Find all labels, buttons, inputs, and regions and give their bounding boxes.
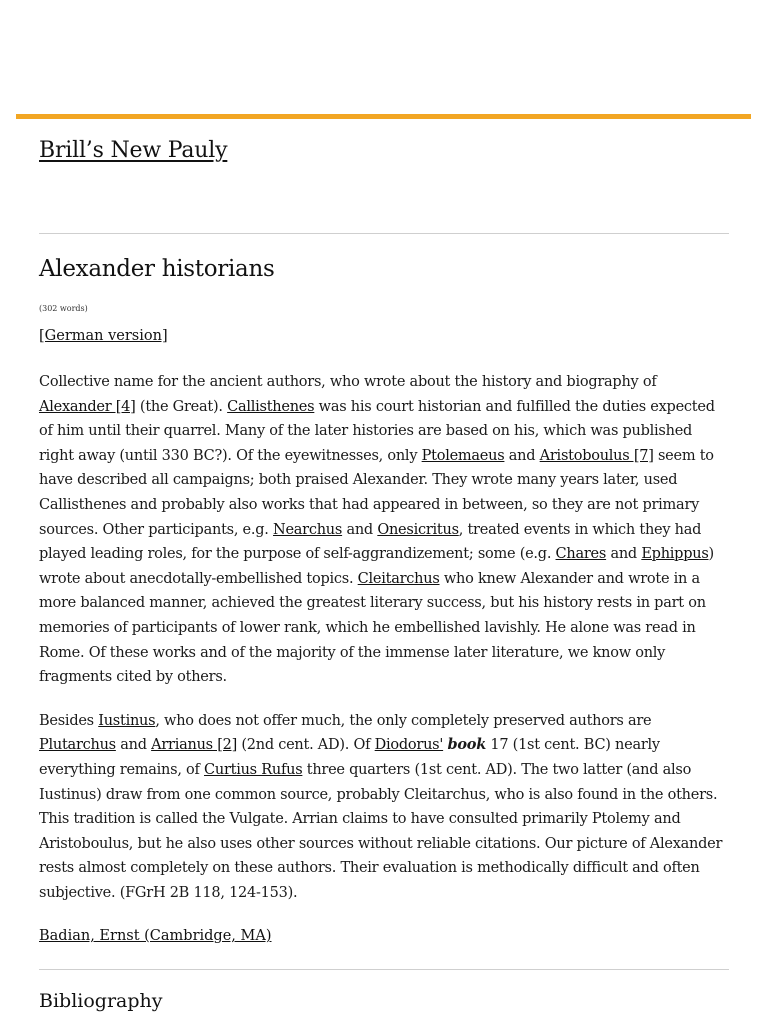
article-body xyxy=(39,370,729,924)
bibliography-heading: Bibliography xyxy=(39,990,163,1012)
author-link[interactable]: Badian, Ernst (Cambridge, MA) xyxy=(39,928,272,944)
text: , who does not offer much, the only completely preserved authors are xyxy=(155,712,652,729)
article-title: Alexander historians xyxy=(39,256,275,282)
text: Collective name for the ancient authors, who wrote about the history and biography of xyxy=(39,374,657,390)
text: three quarters (1st cent. AD). The two latter (and also Iustinus) draw from one common source, probably Cleitarchus, who is also found in the others. This tradition is called the Vulgate. Arrian claims to have consulted primarily Ptolemy and Aristoboulus, but he also uses other sources without reliable citations. Our picture of Alexander rests almost completely on these authors. Their evaluation is methodically difficult and often subjective. (FGrH 2B 118, 124-153). xyxy=(39,761,723,901)
link-arrianus[interactable]: Arrianus [2] xyxy=(151,737,237,754)
link-ptolemaeus[interactable]: Ptolemaeus xyxy=(421,447,505,464)
link-plutarchus[interactable]: Plutarchus xyxy=(39,737,116,754)
paragraph-1 xyxy=(39,370,729,690)
author-container xyxy=(39,928,272,944)
text: Besides xyxy=(39,712,99,729)
text: , treated events in which they had played leading roles, for the purpose of self-aggrandizement; some (e.g. xyxy=(39,521,702,563)
link-cleitarchus[interactable]: Cleitarchus xyxy=(357,570,440,587)
link-iustinus[interactable]: Iustinus xyxy=(98,712,156,729)
paragraph-2 xyxy=(39,709,729,906)
text: seem to have described all campaigns; both praised Alexander. They wrote many years later, used Callisthenes and probably also works that had appeared in between, so they are not primary sources. Other participants, e.g. xyxy=(39,447,714,538)
link-callisthenes[interactable]: Callisthenes xyxy=(227,398,315,415)
text: (the Great). xyxy=(135,398,228,415)
emphasis-book: book xyxy=(447,736,486,754)
text: ) wrote about anecdotally-embellished topics. xyxy=(39,546,714,587)
link-diodorus[interactable]: Diodorus' xyxy=(374,737,444,754)
top-accent-bar xyxy=(16,114,751,119)
text: 17 (1st cent. BC) nearly everything remains, of xyxy=(39,737,660,778)
text: (2nd cent. AD). Of xyxy=(237,737,375,754)
site-title-link[interactable]: Brill’s New Pauly xyxy=(39,138,228,163)
german-version-container xyxy=(39,328,168,344)
link-aristoboulus[interactable]: Aristoboulus [7] xyxy=(539,447,654,464)
link-onesicritus[interactable]: Onesicritus xyxy=(377,521,459,538)
divider xyxy=(39,233,729,234)
link-nearchus[interactable]: Nearchus xyxy=(273,521,343,538)
text: and xyxy=(504,447,540,464)
link-ephippus[interactable]: Ephippus xyxy=(641,546,709,563)
word-count: (302 words) xyxy=(39,304,88,313)
link-alexander[interactable]: Alexander [4] xyxy=(39,398,136,415)
text: and xyxy=(115,737,152,754)
german-version-link[interactable]: [German version] xyxy=(39,328,168,344)
link-chares[interactable]: Chares xyxy=(555,546,607,563)
text: and xyxy=(606,546,642,563)
text: who knew Alexander and wrote in a more balanced manner, achieved the greatest literary success, but his history rests in part on memories of participants of lower rank, which he embellished lavishly. He alone was read in Rome. Of these works and of the majority of the immense later literature, we know only fragments cited by others. xyxy=(39,570,706,686)
divider xyxy=(39,969,729,970)
text: was his court historian and fulfilled the duties expected of him until their quarrel. Many of the later histories are based on his, which was published right away (until 330 BC?). Of the eyewitnesses, only xyxy=(39,398,715,464)
link-curtius-rufus[interactable]: Curtius Rufus xyxy=(204,761,303,778)
text: and xyxy=(342,521,378,538)
